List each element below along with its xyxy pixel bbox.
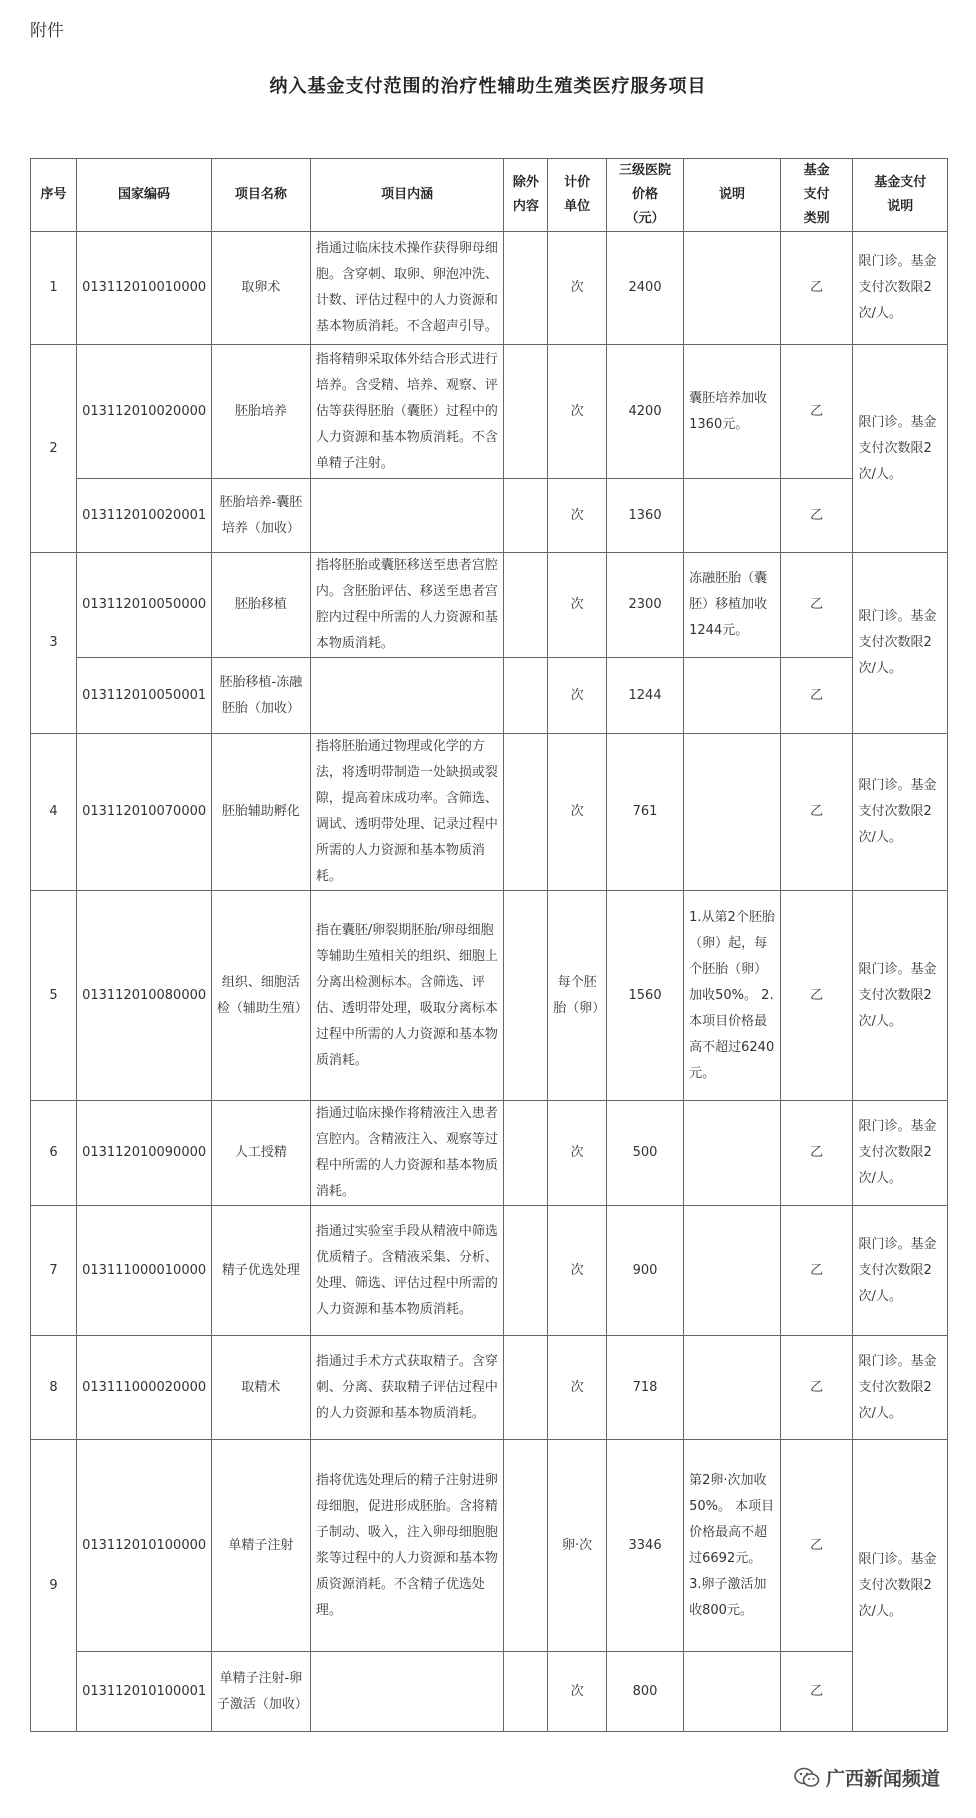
note-cell xyxy=(684,1336,781,1440)
code-cell: 013112010080000 xyxy=(77,891,212,1101)
content-cell: 指通过实验室手段从精液中筛选优质精子。含精液采集、分析、处理、筛选、评估过程中所需的人力资源和基本物质消耗。 xyxy=(310,1206,504,1336)
fund-type-cell: 乙 xyxy=(780,553,853,658)
table-row xyxy=(31,553,948,658)
seq-cell: 3 xyxy=(31,553,77,734)
fund-type-cell: 乙 xyxy=(780,1652,853,1732)
table-row xyxy=(31,1336,948,1440)
price-cell: 4200 xyxy=(606,345,683,479)
exclusion-cell xyxy=(504,553,548,658)
code-cell: 013112010020001 xyxy=(77,479,212,553)
exclusion-cell xyxy=(504,1652,548,1732)
col-exclusion: 除外 内容 xyxy=(504,159,548,232)
fund-note-cell: 限门诊。基金支付次数限2次/人。 xyxy=(853,345,948,553)
seq-cell: 7 xyxy=(31,1206,77,1336)
name-cell: 取卵术 xyxy=(211,232,310,345)
content-cell xyxy=(310,1652,504,1732)
source-watermark xyxy=(788,1760,946,1795)
unit-cell: 次 xyxy=(548,1652,607,1732)
code-cell: 013112010050000 xyxy=(77,553,212,658)
exclusion-cell xyxy=(504,1440,548,1652)
fund-type-cell: 乙 xyxy=(780,345,853,479)
content-cell xyxy=(310,479,504,553)
code-cell: 013112010020000 xyxy=(77,345,212,479)
note-cell: 第2卵·次加收50%。 本项目价格最高不超过6692元。 3.卵子激活加收800元。 xyxy=(684,1440,781,1652)
note-cell: 1.从第2个胚胎（卵）起，每个胚胎（卵）加收50%。 2.本项目价格最高不超过6240元。 xyxy=(684,891,781,1101)
unit-cell: 次 xyxy=(548,658,607,734)
unit-cell: 次 xyxy=(548,1206,607,1336)
table-row xyxy=(31,1206,948,1336)
name-cell: 单精子注射 xyxy=(211,1440,310,1652)
col-fund-type: 基金 支付 类别 xyxy=(780,159,853,232)
price-cell: 2300 xyxy=(606,553,683,658)
col-price: 三级医院 价格 （元） xyxy=(606,159,683,232)
document-title: 纳入基金支付范围的治疗性辅助生殖类医疗服务项目 xyxy=(269,76,707,97)
content-cell: 指通过手术方式获取精子。含穿刺、分离、获取精子评估过程中的人力资源和基本物质消耗。 xyxy=(310,1336,504,1440)
fund-type-cell: 乙 xyxy=(780,232,853,345)
note-cell xyxy=(684,479,781,553)
wechat-icon xyxy=(794,1767,820,1789)
price-cell: 1360 xyxy=(606,479,683,553)
name-cell: 人工授精 xyxy=(211,1101,310,1206)
exclusion-cell xyxy=(504,345,548,479)
code-cell: 013112010010000 xyxy=(77,232,212,345)
attachment-label: 附件 xyxy=(30,21,64,41)
code-cell: 013112010100000 xyxy=(77,1440,212,1652)
header-row xyxy=(31,159,948,232)
name-cell: 胚胎辅助孵化 xyxy=(211,734,310,891)
exclusion-cell xyxy=(504,1101,548,1206)
fund-type-cell: 乙 xyxy=(780,658,853,734)
fund-note-cell: 限门诊。基金支付次数限2次/人。 xyxy=(853,1336,948,1440)
price-cell: 3346 xyxy=(606,1440,683,1652)
table-row xyxy=(31,1652,948,1732)
fund-note-cell: 限门诊。基金支付次数限2次/人。 xyxy=(853,1206,948,1336)
name-cell: 胚胎培养-囊胚培养（加收） xyxy=(211,479,310,553)
fund-note-cell: 限门诊。基金支付次数限2次/人。 xyxy=(853,1101,948,1206)
price-cell: 1560 xyxy=(606,891,683,1101)
table-row xyxy=(31,891,948,1101)
col-seq: 序号 xyxy=(31,159,77,232)
unit-cell: 次 xyxy=(548,479,607,553)
table-row xyxy=(31,1440,948,1652)
exclusion-cell xyxy=(504,1206,548,1336)
seq-cell: 2 xyxy=(31,345,77,553)
col-name: 项目名称 xyxy=(211,159,310,232)
unit-cell: 次 xyxy=(548,734,607,891)
fund-note-cell: 限门诊。基金支付次数限2次/人。 xyxy=(853,232,948,345)
fund-type-cell: 乙 xyxy=(780,1101,853,1206)
content-cell: 指将优选处理后的精子注射进卵母细胞，促进形成胚胎。含将精子制动、吸入，注入卵母细胞胞浆等过程中的人力资源和基本物质资源消耗。不含精子优选处理。 xyxy=(310,1440,504,1652)
exclusion-cell xyxy=(504,232,548,345)
seq-cell: 6 xyxy=(31,1101,77,1206)
name-cell: 取精术 xyxy=(211,1336,310,1440)
col-content: 项目内涵 xyxy=(310,159,504,232)
note-cell xyxy=(684,1206,781,1336)
note-cell: 囊胚培养加收1360元。 xyxy=(684,345,781,479)
content-cell: 指在囊胚/卵裂期胚胎/卵母细胞等辅助生殖相关的组织、细胞上分离出检测标本。含筛选、评估、透明带处理，吸取分离标本过程中所需的人力资源和基本物质消耗。 xyxy=(310,891,504,1101)
price-cell: 1244 xyxy=(606,658,683,734)
col-unit: 计价 单位 xyxy=(548,159,607,232)
seq-cell: 4 xyxy=(31,734,77,891)
exclusion-cell xyxy=(504,734,548,891)
fund-note-cell: 限门诊。基金支付次数限2次/人。 xyxy=(853,553,948,734)
unit-cell: 每个胚胎（卵） xyxy=(548,891,607,1101)
table-row xyxy=(31,658,948,734)
fee-table xyxy=(30,158,948,1732)
code-cell: 013112010090000 xyxy=(77,1101,212,1206)
content-cell: 指将精卵采取体外结合形式进行培养。含受精、培养、观察、评估等获得胚胎（囊胚）过程中的人力资源和基本物质消耗。不含单精子注射。 xyxy=(310,345,504,479)
code-cell: 013112010100001 xyxy=(77,1652,212,1732)
code-cell: 013111000010000 xyxy=(77,1206,212,1336)
table-row xyxy=(31,734,948,891)
name-cell: 精子优选处理 xyxy=(211,1206,310,1336)
note-cell xyxy=(684,1652,781,1732)
table-row xyxy=(31,1101,948,1206)
seq-cell: 9 xyxy=(31,1440,77,1732)
unit-cell: 次 xyxy=(548,232,607,345)
unit-cell: 次 xyxy=(548,1336,607,1440)
price-cell: 718 xyxy=(606,1336,683,1440)
watermark-text: 广西新闻频道 xyxy=(825,1768,940,1790)
fund-note-cell: 限门诊。基金支付次数限2次/人。 xyxy=(853,1440,948,1732)
fund-type-cell: 乙 xyxy=(780,1440,853,1652)
seq-cell: 5 xyxy=(31,891,77,1101)
col-fund-note: 基金支付 说明 xyxy=(853,159,948,232)
exclusion-cell xyxy=(504,1336,548,1440)
exclusion-cell xyxy=(504,479,548,553)
price-cell: 900 xyxy=(606,1206,683,1336)
code-cell: 013112010070000 xyxy=(77,734,212,891)
price-cell: 2400 xyxy=(606,232,683,345)
price-cell: 800 xyxy=(606,1652,683,1732)
fund-type-cell: 乙 xyxy=(780,479,853,553)
exclusion-cell xyxy=(504,891,548,1101)
fund-type-cell: 乙 xyxy=(780,734,853,891)
table-row xyxy=(31,232,948,345)
name-cell: 组织、细胞活检（辅助生殖） xyxy=(211,891,310,1101)
table-row xyxy=(31,345,948,479)
note-cell xyxy=(684,658,781,734)
note-cell: 冻融胚胎（囊胚）移植加收1244元。 xyxy=(684,553,781,658)
note-cell xyxy=(684,232,781,345)
price-cell: 761 xyxy=(606,734,683,891)
name-cell: 胚胎移植-冻融胚胎（加收） xyxy=(211,658,310,734)
unit-cell: 次 xyxy=(548,345,607,479)
unit-cell: 卵·次 xyxy=(548,1440,607,1652)
name-cell: 胚胎移植 xyxy=(211,553,310,658)
content-cell xyxy=(310,658,504,734)
content-cell: 指将胚胎通过物理或化学的方法，将透明带制造一处缺损或裂隙，提高着床成功率。含筛选、调试、透明带处理、记录过程中所需的人力资源和基本物质消耗。 xyxy=(310,734,504,891)
seq-cell: 1 xyxy=(31,232,77,345)
col-note: 说明 xyxy=(684,159,781,232)
content-cell: 指通过临床操作将精液注入患者宫腔内。含精液注入、观察等过程中所需的人力资源和基本物质消耗。 xyxy=(310,1101,504,1206)
name-cell: 胚胎培养 xyxy=(211,345,310,479)
content-cell: 指将胚胎或囊胚移送至患者宫腔内。含胚胎评估、移送至患者宫腔内过程中所需的人力资源和基本物质消耗。 xyxy=(310,553,504,658)
unit-cell: 次 xyxy=(548,1101,607,1206)
fund-type-cell: 乙 xyxy=(780,891,853,1101)
fund-note-cell: 限门诊。基金支付次数限2次/人。 xyxy=(853,891,948,1101)
fund-type-cell: 乙 xyxy=(780,1206,853,1336)
fund-note-cell: 限门诊。基金支付次数限2次/人。 xyxy=(853,734,948,891)
fund-type-cell: 乙 xyxy=(780,1336,853,1440)
code-cell: 013111000020000 xyxy=(77,1336,212,1440)
code-cell: 013112010050001 xyxy=(77,658,212,734)
table-row xyxy=(31,479,948,553)
exclusion-cell xyxy=(504,658,548,734)
price-cell: 500 xyxy=(606,1101,683,1206)
seq-cell: 8 xyxy=(31,1336,77,1440)
note-cell xyxy=(684,734,781,891)
name-cell: 单精子注射-卵子激活（加收） xyxy=(211,1652,310,1732)
note-cell xyxy=(684,1101,781,1206)
content-cell: 指通过临床技术操作获得卵母细胞。含穿刺、取卵、卵泡冲洗、计数、评估过程中的人力资源和基本物质消耗。不含超声引导。 xyxy=(310,232,504,345)
unit-cell: 次 xyxy=(548,553,607,658)
col-code: 国家编码 xyxy=(77,159,212,232)
